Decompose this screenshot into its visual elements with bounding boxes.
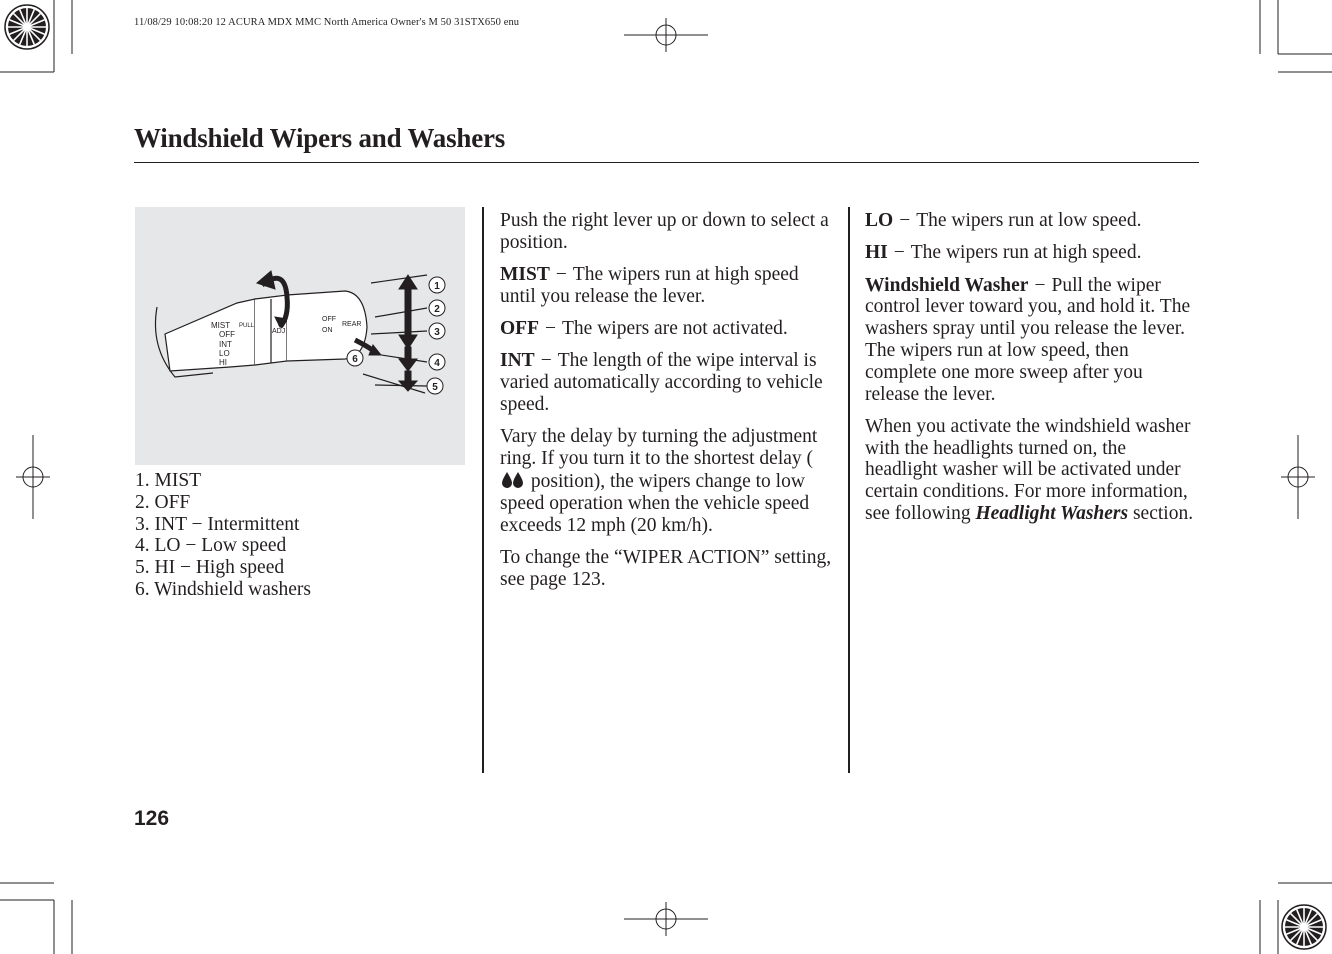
lever-label-int: INT	[219, 340, 232, 349]
dash: −	[1034, 274, 1046, 296]
int-term: INT	[500, 350, 535, 372]
off-text: The wipers are not activated.	[562, 318, 788, 340]
delay-text-1: Vary the delay by turning the adjustment ring. If you turn it to the shortest delay (	[500, 426, 818, 470]
hi-text: The wipers run at high speed.	[910, 242, 1142, 264]
headlight-washers-link[interactable]: Headlight Washers	[975, 503, 1129, 525]
text-column-2	[500, 210, 835, 601]
mist-term: MIST	[500, 264, 550, 286]
headlight-paragraph	[865, 416, 1195, 525]
legend-item: 2. OFF	[135, 491, 191, 513]
washer-text: Pull the wiper control lever toward you, and hold it. The washers spray until you release the lever. The wipers run at low speed, then complete one more sweep after you release the lever.	[865, 274, 1191, 405]
off-term: OFF	[500, 318, 539, 340]
lo-paragraph	[865, 210, 1195, 232]
page-title: Windshield Wipers and Washers	[134, 123, 506, 153]
dash: −	[555, 264, 567, 286]
legend-item: 3. INT − Intermittent	[135, 513, 300, 535]
dash: −	[540, 350, 552, 372]
legend-item: 5. HI − High speed	[135, 557, 285, 579]
water-drops-icon	[500, 470, 526, 490]
intro-paragraph: Push the right lever up or down to select a position.	[500, 210, 829, 253]
callout-5: 5	[432, 382, 438, 393]
legend-item: 4. LO − Low speed	[135, 535, 287, 557]
lever-label-rear-off: OFF	[322, 316, 336, 323]
lever-label-hi: HI	[219, 358, 227, 367]
callout-4: 4	[434, 358, 440, 369]
callout-6: 6	[352, 354, 358, 365]
lo-term: LO	[865, 210, 894, 231]
headlight-text: When you activate the windshield washer with the headlights turned on, the headlight washer will be activated under certain conditions. For more information, see following	[865, 415, 1191, 525]
lever-label-pull: PULL	[239, 323, 255, 329]
wiper-lever-figure	[135, 207, 465, 465]
mist-text: The wipers run at high speed until you release the lever.	[500, 264, 799, 307]
column-rule	[482, 207, 484, 773]
headlight-end: section.	[1132, 503, 1194, 525]
page-number: 126	[134, 807, 170, 830]
legend-item: 6. Windshield washers	[135, 578, 311, 600]
hi-term: HI	[865, 242, 888, 264]
column-rule	[848, 207, 850, 773]
callout-1: 1	[434, 281, 440, 292]
off-paragraph	[500, 318, 835, 340]
figure-legend	[135, 470, 311, 601]
lo-text: The wipers run at low speed.	[916, 210, 1142, 231]
print-header: 11/08/29 10:08:20 12 ACURA MDX MMC North America Owner's M 50 31STX650 enu	[134, 17, 520, 28]
lever-label-rear-on: ON	[322, 327, 333, 334]
text-column-3	[865, 210, 1195, 535]
setting-paragraph: To change the “WIPER ACTION” setting, see page 123.	[500, 546, 832, 590]
wiper-lever-illustration	[135, 207, 465, 465]
lever-label-adj: ADJ	[272, 328, 286, 335]
hi-paragraph	[865, 242, 1195, 264]
int-text: The length of the wipe interval is varied automatically according to vehicle speed.	[500, 350, 823, 416]
dash: −	[893, 242, 905, 264]
lever-label-rear: REAR	[342, 321, 362, 328]
washer-paragraph	[865, 275, 1195, 406]
dash: −	[545, 318, 556, 340]
title-rule	[134, 162, 1199, 163]
int-paragraph	[500, 350, 835, 415]
delay-text-2: position), the wipers change to low speed operation when the vehicle speed exceeds 12 mph (20 km/h).	[500, 470, 810, 536]
callout-3: 3	[434, 327, 440, 338]
legend-item: 1. MIST	[135, 470, 202, 491]
callout-2: 2	[434, 304, 440, 315]
lever-label-mist: MIST	[211, 321, 231, 330]
lever-label-off: OFF	[219, 330, 235, 339]
washer-term: Windshield Washer	[865, 274, 1029, 296]
lever-label-lo: LO	[219, 349, 230, 358]
dash: −	[899, 210, 911, 231]
mist-paragraph	[500, 264, 835, 308]
delay-paragraph	[500, 426, 835, 536]
